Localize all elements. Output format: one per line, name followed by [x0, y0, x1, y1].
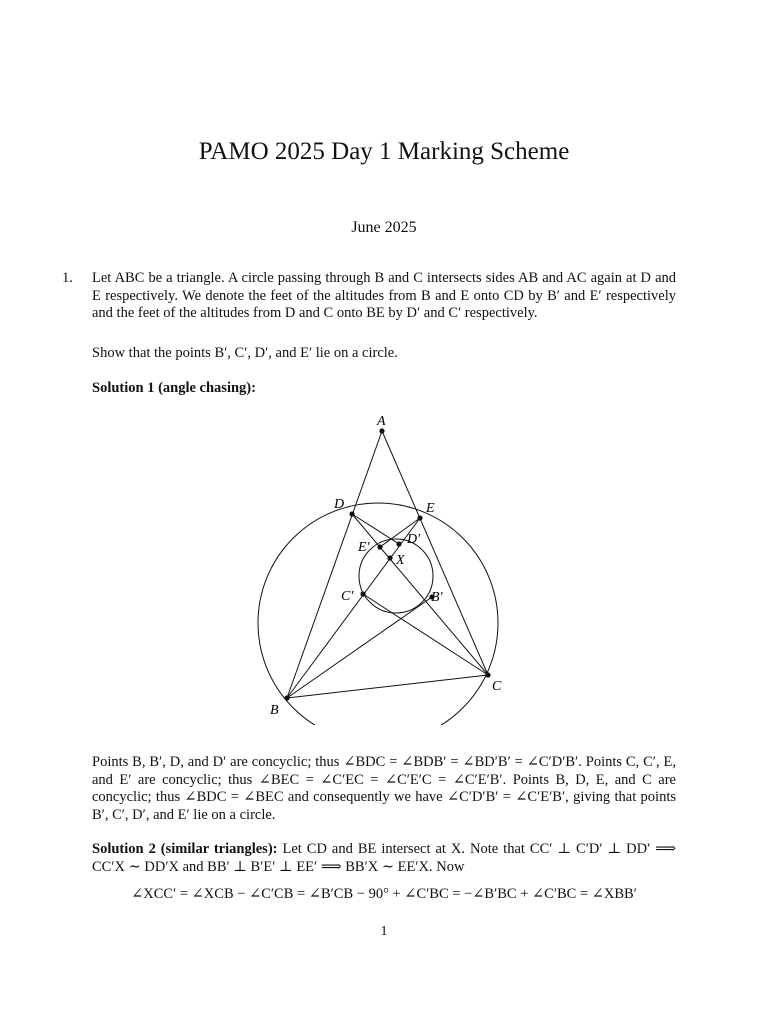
- point-E: [417, 515, 422, 520]
- document-date: June 2025: [351, 219, 417, 236]
- label-A: A: [377, 414, 386, 429]
- label-C: C: [492, 679, 502, 694]
- point-B: [284, 695, 289, 700]
- side-BC: [287, 675, 488, 698]
- problem-number: 1.: [62, 270, 73, 286]
- label-E-prime: E′: [358, 540, 370, 555]
- problem-question: Show that the points B′, C′, D′, and E′ lie on a circle.: [92, 345, 398, 361]
- point-C: [485, 672, 490, 677]
- problem-statement: Let ABC be a triangle. A circle passing through B and C intersects sides AB and AC again at D and E respectively. We denote the feet of the altitudes from B and E onto CD by B′ and E′ respectively and the feet of the altitudes from D and C onto BE by D′ and C′ respectively.: [92, 270, 676, 322]
- label-D: D: [334, 497, 345, 512]
- altitude-BB: [287, 597, 432, 698]
- page-title: PAMO 2025 Day 1 Marking Scheme: [198, 138, 570, 165]
- page-number: 1: [380, 924, 388, 939]
- label-X: X: [396, 553, 405, 568]
- point-D-prime: [396, 541, 401, 546]
- point-D: [349, 511, 354, 516]
- side-AB: [287, 431, 382, 698]
- solution2-paragraph: [92, 841, 676, 876]
- solution2-text: Let CD and BE intersect at X. Note that CC′ ⊥ C′D′ ⊥ DD′ ⟹ CC′X ∼ DD′X and BB′ ⊥ B′E′ ⊥ EE′ ⟹ BB′X ∼ EE′X. Now: [92, 841, 677, 875]
- label-E: E: [426, 501, 435, 516]
- label-B: B: [270, 703, 279, 718]
- point-X: [387, 555, 392, 560]
- point-C-prime: [360, 591, 365, 596]
- solution2-equation: ∠XCC′ = ∠XCB − ∠C′CB = ∠B′CB − 90° + ∠C′BC = −∠B′BC + ∠C′BC = ∠XBB′: [131, 886, 637, 902]
- label-C-prime: C′: [341, 589, 354, 604]
- geometry-figure: [240, 405, 530, 725]
- point-E-prime: [377, 544, 382, 549]
- solution2-heading: Solution 2 (similar triangles):: [92, 841, 278, 857]
- altitude-CC: [363, 594, 488, 675]
- label-B-prime: B′: [431, 590, 443, 605]
- point-A: [379, 428, 384, 433]
- solution1-text: Points B, B′, D, and D′ are concyclic; thus ∠BDC = ∠BDB′ = ∠BD′B′ = ∠C′D′B′. Points C, C′, E, and E′ are concyclic; thus ∠BEC = ∠C′EC = ∠C′E′C = ∠C′E′B′. Points B, D, E, and C are concyclic; thus ∠BDC = ∠BEC and consequently we have ∠C′D′B′ = ∠C′E′B′, giving that points B′, C′, D′, and E′ lie on a circle.: [92, 754, 676, 823]
- label-D-prime: D′: [407, 532, 421, 547]
- solution1-heading: Solution 1 (angle chasing):: [92, 380, 256, 396]
